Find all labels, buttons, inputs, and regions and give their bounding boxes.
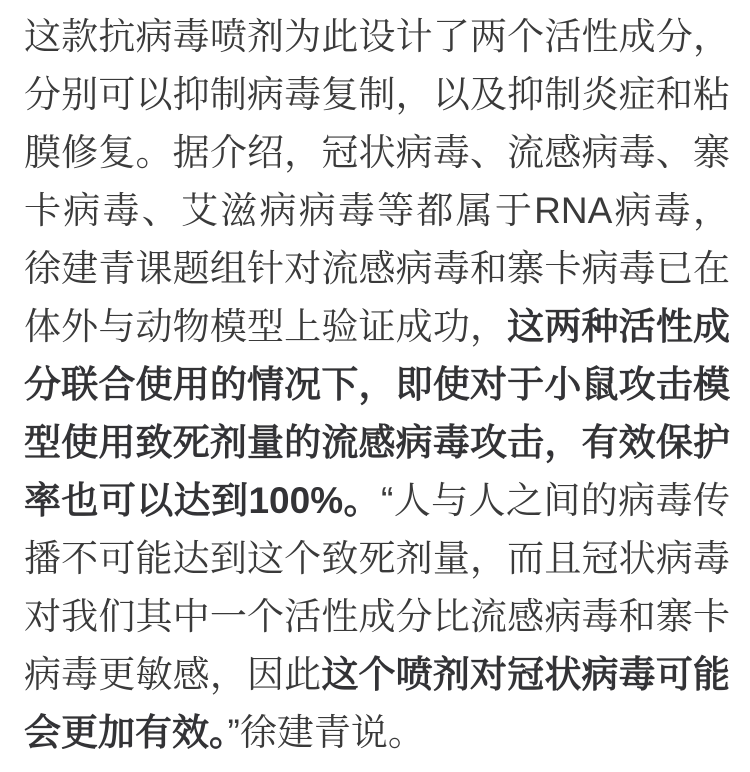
text-run-regular: 这款抗病毒喷剂为此设计了两个活性成分，分别可以抑制病毒复制，以及抑制炎症和粘膜修复。据介绍，冠状病毒、流感病毒、寨卡病毒、艾滋病病毒等都属于RNA病毒，徐建青课题组针对流感病毒和寨卡病毒已在体外与动物模型上验证成功， [24,16,730,347]
text-run-bold: 这两种活性成分联合使用的情况下，即使对于小鼠攻击模型使用致死剂量的流感病毒攻击，有效保护率也可以达到100%。 [24,306,731,521]
text-run-bold: 这个喷剂对冠状病毒可能会更加有效。 [24,654,731,753]
text-run-regular: ”徐建青说。 [227,712,425,753]
text-run-regular: “人与人之间的病毒传播不可能达到这个致死剂量，而且冠状病毒对我们其中一个活性成分比流感病毒和寨卡病毒更敏感，因此 [24,480,730,695]
